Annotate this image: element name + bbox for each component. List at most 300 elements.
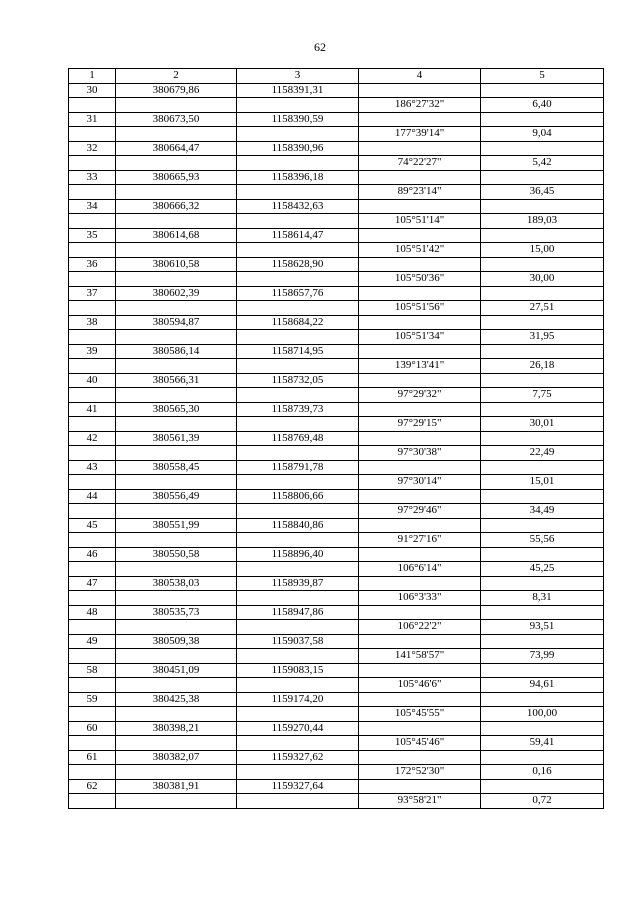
point-number-cell [69,127,116,142]
bearing-cell: 106°3'33" [359,591,481,606]
bearing-cell: 93°58'21" [359,794,481,809]
distance-cell [481,170,604,185]
bearing-cell: 97°29'15" [359,417,481,432]
bearing-cell: 97°30'38" [359,446,481,461]
point-number-cell: 46 [69,547,116,562]
point-number-cell [69,620,116,635]
y-coordinate-cell: 1159327,62 [237,750,359,765]
point-number-cell: 36 [69,257,116,272]
bearing-cell: 89°23'14" [359,185,481,200]
x-coordinate-cell: 380550,58 [116,547,237,562]
point-number-cell [69,707,116,722]
point-number-cell [69,185,116,200]
y-coordinate-cell: 1158432,63 [237,199,359,214]
table-row [69,431,604,446]
distance-cell [481,83,604,98]
y-coordinate-cell: 1158739,73 [237,402,359,417]
bearing-cell: 105°51'34" [359,330,481,345]
y-coordinate-cell [237,562,359,577]
x-coordinate-cell [116,243,237,258]
x-coordinate-cell [116,707,237,722]
y-coordinate-cell: 1159037,58 [237,634,359,649]
distance-cell: 6,40 [481,98,604,113]
point-number-cell: 43 [69,460,116,475]
y-coordinate-cell [237,475,359,490]
y-coordinate-cell [237,214,359,229]
bearing-cell [359,547,481,562]
table-row [69,127,604,142]
x-coordinate-cell [116,504,237,519]
y-coordinate-cell [237,707,359,722]
x-coordinate-cell [116,678,237,693]
bearing-cell: 105°45'46" [359,736,481,751]
distance-cell: 30,00 [481,272,604,287]
table-row [69,199,604,214]
bearing-cell [359,83,481,98]
point-number-cell [69,156,116,171]
table-row [69,315,604,330]
point-number-cell [69,214,116,229]
point-number-cell [69,765,116,780]
distance-cell [481,112,604,127]
distance-cell [481,402,604,417]
y-coordinate-cell [237,243,359,258]
y-coordinate-cell: 1159327,64 [237,779,359,794]
point-number-cell: 40 [69,373,116,388]
x-coordinate-cell [116,794,237,809]
table-row [69,504,604,519]
y-coordinate-cell: 1159174,20 [237,692,359,707]
point-number-cell [69,446,116,461]
bearing-cell [359,489,481,504]
point-number-cell: 34 [69,199,116,214]
table-row [69,765,604,780]
bearing-cell [359,431,481,446]
bearing-cell: 177°39'14" [359,127,481,142]
distance-cell: 45,25 [481,562,604,577]
point-number-cell [69,504,116,519]
x-coordinate-cell: 380425,38 [116,692,237,707]
y-coordinate-cell: 1158390,96 [237,141,359,156]
y-coordinate-cell [237,533,359,548]
distance-cell [481,605,604,620]
point-number-cell: 44 [69,489,116,504]
table-row [69,344,604,359]
distance-cell [481,779,604,794]
distance-cell [481,286,604,301]
table-row [69,475,604,490]
distance-cell [481,721,604,736]
bearing-cell [359,315,481,330]
y-coordinate-cell: 1158614,47 [237,228,359,243]
point-number-cell: 58 [69,663,116,678]
table-row [69,649,604,664]
table-row [69,779,604,794]
point-number-cell: 33 [69,170,116,185]
distance-cell [481,663,604,678]
x-coordinate-cell [116,620,237,635]
y-coordinate-cell [237,649,359,664]
table-row [69,663,604,678]
distance-cell: 9,04 [481,127,604,142]
distance-cell [481,257,604,272]
bearing-cell: 97°29'32" [359,388,481,403]
y-coordinate-cell [237,156,359,171]
bearing-cell: 186°27'32" [359,98,481,113]
x-coordinate-cell [116,127,237,142]
table-row [69,678,604,693]
distance-cell [481,576,604,591]
distance-cell [481,199,604,214]
distance-cell: 15,00 [481,243,604,258]
bearing-cell: 105°51'56" [359,301,481,316]
x-coordinate-cell: 380594,87 [116,315,237,330]
point-number-cell: 47 [69,576,116,591]
x-coordinate-cell [116,156,237,171]
header-cell: 4 [359,69,481,84]
table-row [69,518,604,533]
x-coordinate-cell: 380535,73 [116,605,237,620]
y-coordinate-cell: 1158390,59 [237,112,359,127]
point-number-cell [69,388,116,403]
x-coordinate-cell [116,417,237,432]
table-row [69,721,604,736]
distance-cell: 189,03 [481,214,604,229]
table-row [69,692,604,707]
y-coordinate-cell [237,127,359,142]
x-coordinate-cell: 380614,68 [116,228,237,243]
table-row [69,460,604,475]
table-row [69,112,604,127]
distance-cell [481,344,604,359]
distance-cell [481,634,604,649]
point-number-cell [69,330,116,345]
distance-cell: 15,01 [481,475,604,490]
distance-cell [481,750,604,765]
distance-cell: 31,95 [481,330,604,345]
distance-cell [481,547,604,562]
point-number-cell [69,359,116,374]
point-number-cell: 41 [69,402,116,417]
point-number-cell [69,475,116,490]
distance-cell [481,315,604,330]
coordinates-table [68,68,604,809]
bearing-cell [359,199,481,214]
y-coordinate-cell: 1158896,40 [237,547,359,562]
distance-cell: 27,51 [481,301,604,316]
x-coordinate-cell: 380556,49 [116,489,237,504]
bearing-cell [359,605,481,620]
point-number-cell: 60 [69,721,116,736]
x-coordinate-cell: 380382,07 [116,750,237,765]
table-row [69,605,604,620]
y-coordinate-cell: 1158806,66 [237,489,359,504]
y-coordinate-cell [237,736,359,751]
y-coordinate-cell: 1158657,76 [237,286,359,301]
bearing-cell [359,663,481,678]
distance-cell [481,489,604,504]
bearing-cell [359,402,481,417]
point-number-cell: 59 [69,692,116,707]
point-number-cell: 31 [69,112,116,127]
bearing-cell [359,460,481,475]
table-row [69,185,604,200]
x-coordinate-cell [116,185,237,200]
table-row [69,214,604,229]
x-coordinate-cell: 380561,39 [116,431,237,446]
distance-cell: 93,51 [481,620,604,635]
x-coordinate-cell: 380538,03 [116,576,237,591]
bearing-cell [359,779,481,794]
y-coordinate-cell: 1158791,78 [237,460,359,475]
point-number-cell: 61 [69,750,116,765]
bearing-cell [359,228,481,243]
table-row [69,83,604,98]
x-coordinate-cell [116,388,237,403]
point-number-cell [69,301,116,316]
distance-cell: 30,01 [481,417,604,432]
distance-cell: 5,42 [481,156,604,171]
bearing-cell [359,576,481,591]
y-coordinate-cell [237,301,359,316]
point-number-cell: 49 [69,634,116,649]
point-number-cell: 38 [69,315,116,330]
bearing-cell [359,518,481,533]
distance-cell [481,692,604,707]
bearing-cell [359,112,481,127]
y-coordinate-cell: 1158769,48 [237,431,359,446]
bearing-cell [359,344,481,359]
y-coordinate-cell [237,765,359,780]
table-row [69,446,604,461]
x-coordinate-cell [116,214,237,229]
table-row [69,388,604,403]
point-number-cell [69,794,116,809]
y-coordinate-cell: 1159270,44 [237,721,359,736]
table-row [69,330,604,345]
table-row [69,750,604,765]
y-coordinate-cell [237,272,359,287]
table-header-row [69,69,604,84]
distance-cell [481,460,604,475]
bearing-cell [359,373,481,388]
point-number-cell [69,562,116,577]
point-number-cell [69,272,116,287]
bearing-cell: 105°46'6" [359,678,481,693]
y-coordinate-cell [237,446,359,461]
bearing-cell [359,286,481,301]
x-coordinate-cell: 380451,09 [116,663,237,678]
point-number-cell: 32 [69,141,116,156]
table-row [69,634,604,649]
bearing-cell: 105°50'36" [359,272,481,287]
bearing-cell: 106°6'14" [359,562,481,577]
x-coordinate-cell [116,446,237,461]
x-coordinate-cell: 380673,50 [116,112,237,127]
bearing-cell: 105°51'14" [359,214,481,229]
y-coordinate-cell [237,794,359,809]
bearing-cell [359,750,481,765]
x-coordinate-cell: 380679,86 [116,83,237,98]
table-row [69,98,604,113]
y-coordinate-cell: 1158684,22 [237,315,359,330]
x-coordinate-cell: 380602,39 [116,286,237,301]
bearing-cell: 91°27'16" [359,533,481,548]
distance-cell [481,228,604,243]
y-coordinate-cell [237,185,359,200]
x-coordinate-cell: 380565,30 [116,402,237,417]
point-number-cell: 35 [69,228,116,243]
table-row [69,257,604,272]
bearing-cell: 97°29'46" [359,504,481,519]
x-coordinate-cell: 380381,91 [116,779,237,794]
x-coordinate-cell [116,272,237,287]
x-coordinate-cell [116,562,237,577]
bearing-cell [359,141,481,156]
distance-cell: 55,56 [481,533,604,548]
distance-cell [481,141,604,156]
point-number-cell: 39 [69,344,116,359]
bearing-cell [359,170,481,185]
y-coordinate-cell [237,359,359,374]
table-row [69,286,604,301]
y-coordinate-cell: 1158391,31 [237,83,359,98]
point-number-cell: 48 [69,605,116,620]
y-coordinate-cell [237,417,359,432]
x-coordinate-cell [116,591,237,606]
y-coordinate-cell [237,504,359,519]
bearing-cell: 172°52'30" [359,765,481,780]
x-coordinate-cell [116,649,237,664]
y-coordinate-cell [237,98,359,113]
x-coordinate-cell [116,301,237,316]
y-coordinate-cell: 1158840,86 [237,518,359,533]
x-coordinate-cell [116,98,237,113]
distance-cell: 26,18 [481,359,604,374]
y-coordinate-cell [237,388,359,403]
distance-cell: 7,75 [481,388,604,403]
y-coordinate-cell: 1158628,90 [237,257,359,272]
bearing-cell: 105°51'42" [359,243,481,258]
table-row [69,547,604,562]
table-row [69,228,604,243]
x-coordinate-cell [116,765,237,780]
bearing-cell [359,721,481,736]
header-cell: 1 [69,69,116,84]
x-coordinate-cell [116,359,237,374]
point-number-cell [69,98,116,113]
point-number-cell [69,533,116,548]
distance-cell: 0,72 [481,794,604,809]
point-number-cell: 37 [69,286,116,301]
y-coordinate-cell [237,678,359,693]
x-coordinate-cell: 380665,93 [116,170,237,185]
point-number-cell [69,243,116,258]
point-number-cell [69,417,116,432]
distance-cell: 22,49 [481,446,604,461]
bearing-cell [359,257,481,272]
y-coordinate-cell [237,591,359,606]
table-row [69,562,604,577]
table-row [69,576,604,591]
header-cell: 3 [237,69,359,84]
x-coordinate-cell: 380610,58 [116,257,237,272]
point-number-cell [69,649,116,664]
distance-cell: 100,00 [481,707,604,722]
table-row [69,533,604,548]
table-row [69,156,604,171]
point-number-cell [69,678,116,693]
x-coordinate-cell: 380509,38 [116,634,237,649]
bearing-cell [359,634,481,649]
table-row [69,141,604,156]
table-row [69,489,604,504]
header-cell: 2 [116,69,237,84]
x-coordinate-cell: 380398,21 [116,721,237,736]
page-number: 62 [314,40,326,54]
x-coordinate-cell: 380666,32 [116,199,237,214]
table-row [69,417,604,432]
y-coordinate-cell [237,330,359,345]
bearing-cell: 106°22'2" [359,620,481,635]
x-coordinate-cell [116,736,237,751]
distance-cell: 73,99 [481,649,604,664]
bearing-cell: 139°13'41" [359,359,481,374]
bearing-cell: 97°30'14" [359,475,481,490]
table-row [69,707,604,722]
x-coordinate-cell: 380551,99 [116,518,237,533]
y-coordinate-cell: 1159083,15 [237,663,359,678]
y-coordinate-cell [237,620,359,635]
distance-cell: 8,31 [481,591,604,606]
distance-cell: 36,45 [481,185,604,200]
y-coordinate-cell: 1158714,95 [237,344,359,359]
x-coordinate-cell: 380664,47 [116,141,237,156]
table-row [69,272,604,287]
header-cell: 5 [481,69,604,84]
table-row [69,301,604,316]
x-coordinate-cell [116,330,237,345]
distance-cell: 59,41 [481,736,604,751]
point-number-cell: 30 [69,83,116,98]
y-coordinate-cell: 1158947,86 [237,605,359,620]
table-row [69,243,604,258]
x-coordinate-cell [116,475,237,490]
bearing-cell: 105°45'55" [359,707,481,722]
distance-cell: 0,16 [481,765,604,780]
table-row [69,794,604,809]
distance-cell [481,431,604,446]
table-row [69,170,604,185]
x-coordinate-cell: 380586,14 [116,344,237,359]
point-number-cell: 62 [69,779,116,794]
point-number-cell [69,736,116,751]
y-coordinate-cell: 1158939,87 [237,576,359,591]
table-row [69,373,604,388]
x-coordinate-cell [116,533,237,548]
distance-cell [481,373,604,388]
distance-cell: 94,61 [481,678,604,693]
x-coordinate-cell: 380566,31 [116,373,237,388]
distance-cell [481,518,604,533]
y-coordinate-cell: 1158732,05 [237,373,359,388]
bearing-cell [359,692,481,707]
x-coordinate-cell: 380558,45 [116,460,237,475]
point-number-cell [69,591,116,606]
table-row [69,402,604,417]
table-row [69,591,604,606]
table-row [69,736,604,751]
